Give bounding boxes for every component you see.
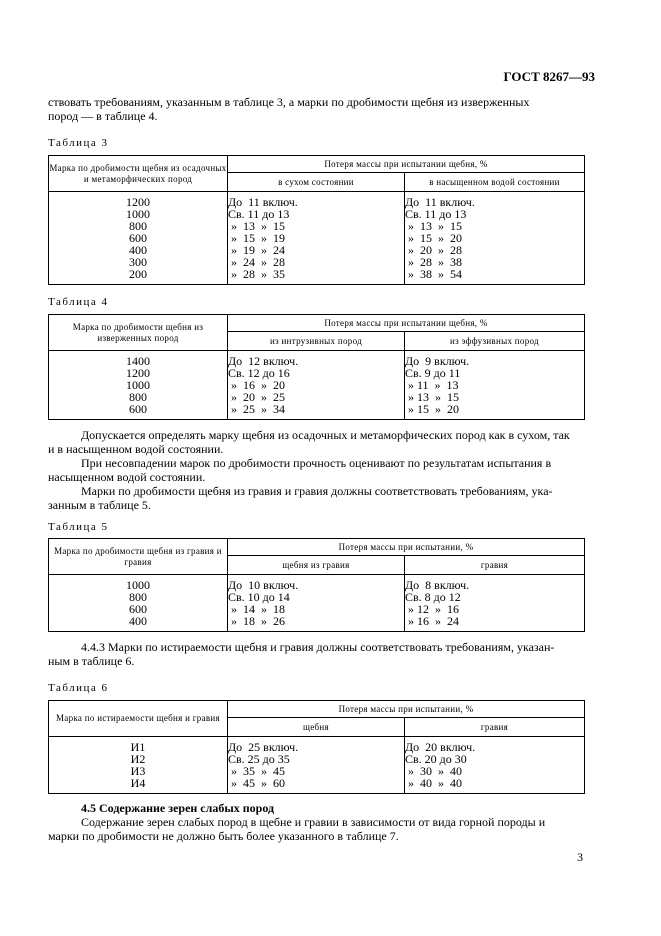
header-cell-sub2: гравия <box>405 718 585 737</box>
cell-value: До 8 включ. <box>405 578 470 592</box>
cell-value: » 11 » 13 <box>405 378 459 392</box>
column-values-1 <box>228 575 405 632</box>
header-cell-loss: Потеря массы при испытании, % <box>228 539 585 556</box>
cell-value: » 25 » 34 <box>228 402 285 416</box>
cell-value: » 13 » 15 <box>228 219 285 233</box>
cell-value: » 15 » 19 <box>228 231 285 245</box>
cell-value: До 11 включ. <box>405 195 475 209</box>
column-values-2 <box>405 737 585 794</box>
cell-value: 1200 <box>126 195 150 209</box>
cell-value: 200 <box>129 267 147 281</box>
text-line: 4.4.3 Марки по истираемости щебня и гравия должны соответствовать требованиям, указан- <box>81 640 555 654</box>
table-caption: Таблица 3 <box>48 137 109 149</box>
document-header: ГОСТ 8267—93 <box>503 69 595 84</box>
paragraph-marki <box>48 484 584 512</box>
cell-value: 400 <box>129 243 147 257</box>
header-cell-sub2: в насыщенном водой состоянии <box>405 173 585 192</box>
column-marks <box>49 192 228 285</box>
text-line: и в насыщенном водой состоянии. <box>48 442 224 456</box>
cell-value: 1200 <box>126 366 150 380</box>
cell-value: Св. 9 до 11 <box>405 366 461 380</box>
header-cell-sub1: из интрузивных пород <box>228 332 405 351</box>
cell-value: 600 <box>129 231 147 245</box>
cell-value: 1000 <box>126 207 150 221</box>
table-caption: Таблица 4 <box>48 296 109 308</box>
cell-value: Св. 12 до 16 <box>228 366 290 380</box>
cell-value: » 38 » 54 <box>405 267 462 281</box>
cell-value: 600 <box>129 402 147 416</box>
text-line: Допускается определять марку щебня из осадочных и метаморфических пород как в сухом, так <box>81 428 570 442</box>
cell-value: 1400 <box>126 354 150 368</box>
cell-value: 800 <box>129 219 147 233</box>
cell-value: » 14 » 18 <box>228 602 285 616</box>
header-cell-sub1: щебня <box>228 718 405 737</box>
cell-value: И3 <box>130 764 146 778</box>
text-line: ным в таблице 6. <box>48 654 135 668</box>
cell-value: Св. 25 до 35 <box>228 752 290 766</box>
cell-value: 800 <box>129 390 147 404</box>
cell-value: Св. 10 до 14 <box>228 590 290 604</box>
cell-value: До 20 включ. <box>405 740 476 754</box>
section-4-5-title: 4.5 Содержание зерен слабых пород <box>81 801 275 815</box>
cell-value: » 24 » 28 <box>228 255 285 269</box>
cell-value: » 19 » 24 <box>228 243 285 257</box>
column-values-1 <box>228 737 405 794</box>
cell-value: » 28 » 35 <box>228 267 285 281</box>
cell-value: » 13 » 15 <box>405 219 462 233</box>
column-marks <box>49 351 228 420</box>
text-line: При несовпадении марок по дробимости прочность оценивают по результатам испытания в <box>81 456 552 470</box>
column-marks <box>49 737 228 794</box>
column-values-1 <box>228 192 405 285</box>
cell-value: 300 <box>129 255 147 269</box>
cell-value: 400 <box>129 614 147 628</box>
text-line: насыщенном водой состоянии. <box>48 470 206 484</box>
paragraph-intro <box>48 95 584 123</box>
text-line: Марки по дробимости щебня из гравия и гравия должны соответствовать требованиям, ука- <box>81 484 553 498</box>
cell-value: 1000 <box>126 378 150 392</box>
cell-value: » 13 » 15 <box>405 390 459 404</box>
table-caption: Таблица 5 <box>48 521 109 533</box>
cell-value: » 15 » 20 <box>405 402 459 416</box>
cell-value: До 11 включ. <box>228 195 298 209</box>
cell-value: Св. 8 до 12 <box>405 590 461 604</box>
cell-value: До 9 включ. <box>405 354 470 368</box>
page-number: 3 <box>577 850 583 864</box>
cell-value: И1 <box>130 740 146 754</box>
cell-value: » 28 » 38 <box>405 255 462 269</box>
cell-value: » 35 » 45 <box>228 764 285 778</box>
header-cell-loss: Потеря массы при испытании щебня, % <box>228 315 585 332</box>
cell-value: » 16 » 20 <box>228 378 285 392</box>
cell-value: » 30 » 40 <box>405 764 462 778</box>
cell-value: Св. 11 до 13 <box>405 207 467 221</box>
header-cell-mark: Марка по дробимости щебня из изверженных пород <box>49 315 228 351</box>
header-cell-sub2: гравия <box>405 556 585 575</box>
cell-value: » 20 » 25 <box>228 390 285 404</box>
cell-value: И2 <box>130 752 146 766</box>
cell-value: » 15 » 20 <box>405 231 462 245</box>
text-line: пород — в таблице 4. <box>48 109 158 123</box>
cell-value: До 25 включ. <box>228 740 299 754</box>
cell-value: И4 <box>130 776 146 790</box>
table-3 <box>48 155 585 285</box>
cell-value: 600 <box>129 602 147 616</box>
cell-value: Св. 11 до 13 <box>228 207 290 221</box>
table-4 <box>48 314 585 420</box>
header-cell-sub1: в сухом состоянии <box>228 173 405 192</box>
cell-value: » 12 » 16 <box>405 602 459 616</box>
header-cell-mark: Марка по дробимости щебня из гравия и гравия <box>49 539 228 575</box>
cell-value: » 18 » 26 <box>228 614 285 628</box>
cell-value: До 12 включ. <box>228 354 299 368</box>
table-5 <box>48 538 585 632</box>
cell-value: До 10 включ. <box>228 578 299 592</box>
header-cell-sub1: щебня из гравия <box>228 556 405 575</box>
column-values-2 <box>405 351 585 420</box>
column-values-2 <box>405 575 585 632</box>
column-marks <box>49 575 228 632</box>
header-cell-loss: Потеря массы при испытании, % <box>228 701 585 718</box>
cell-value: Св. 20 до 30 <box>405 752 467 766</box>
text-line: занным в таблице 5. <box>48 498 151 512</box>
column-values-1 <box>228 351 405 420</box>
paragraph-4-4-3 <box>48 640 584 668</box>
cell-value: » 20 » 28 <box>405 243 462 257</box>
cell-value: 1000 <box>126 578 150 592</box>
text-line: Содержание зерен слабых пород в щебне и гравии в зависимости от вида горной породы и <box>81 815 546 829</box>
cell-value: » 45 » 60 <box>228 776 285 790</box>
cell-value: » 16 » 24 <box>405 614 459 628</box>
column-values-2 <box>405 192 585 285</box>
paragraph-4-5 <box>48 815 584 843</box>
text-line: ствовать требованиям, указанным в таблице 3, а марки по дробимости щебня из изверженных <box>48 95 530 109</box>
table-6 <box>48 700 585 794</box>
header-cell-mark: Марка по дробимости щебня из осадочных и метаморфических пород <box>49 156 228 192</box>
paragraph-dopusk <box>48 428 584 456</box>
table-caption: Таблица 6 <box>48 682 109 694</box>
paragraph-nesovpadenie <box>48 456 584 484</box>
text-line: марки по дробимости не должно быть более указанного в таблице 7. <box>48 829 399 843</box>
header-cell-mark: Марка по истираемости щебня и гравия <box>49 701 228 737</box>
header-cell-loss: Потеря массы при испытании щебня, % <box>228 156 585 173</box>
cell-value: » 40 » 40 <box>405 776 462 790</box>
header-cell-sub2: из эффузивных пород <box>405 332 585 351</box>
cell-value: 800 <box>129 590 147 604</box>
